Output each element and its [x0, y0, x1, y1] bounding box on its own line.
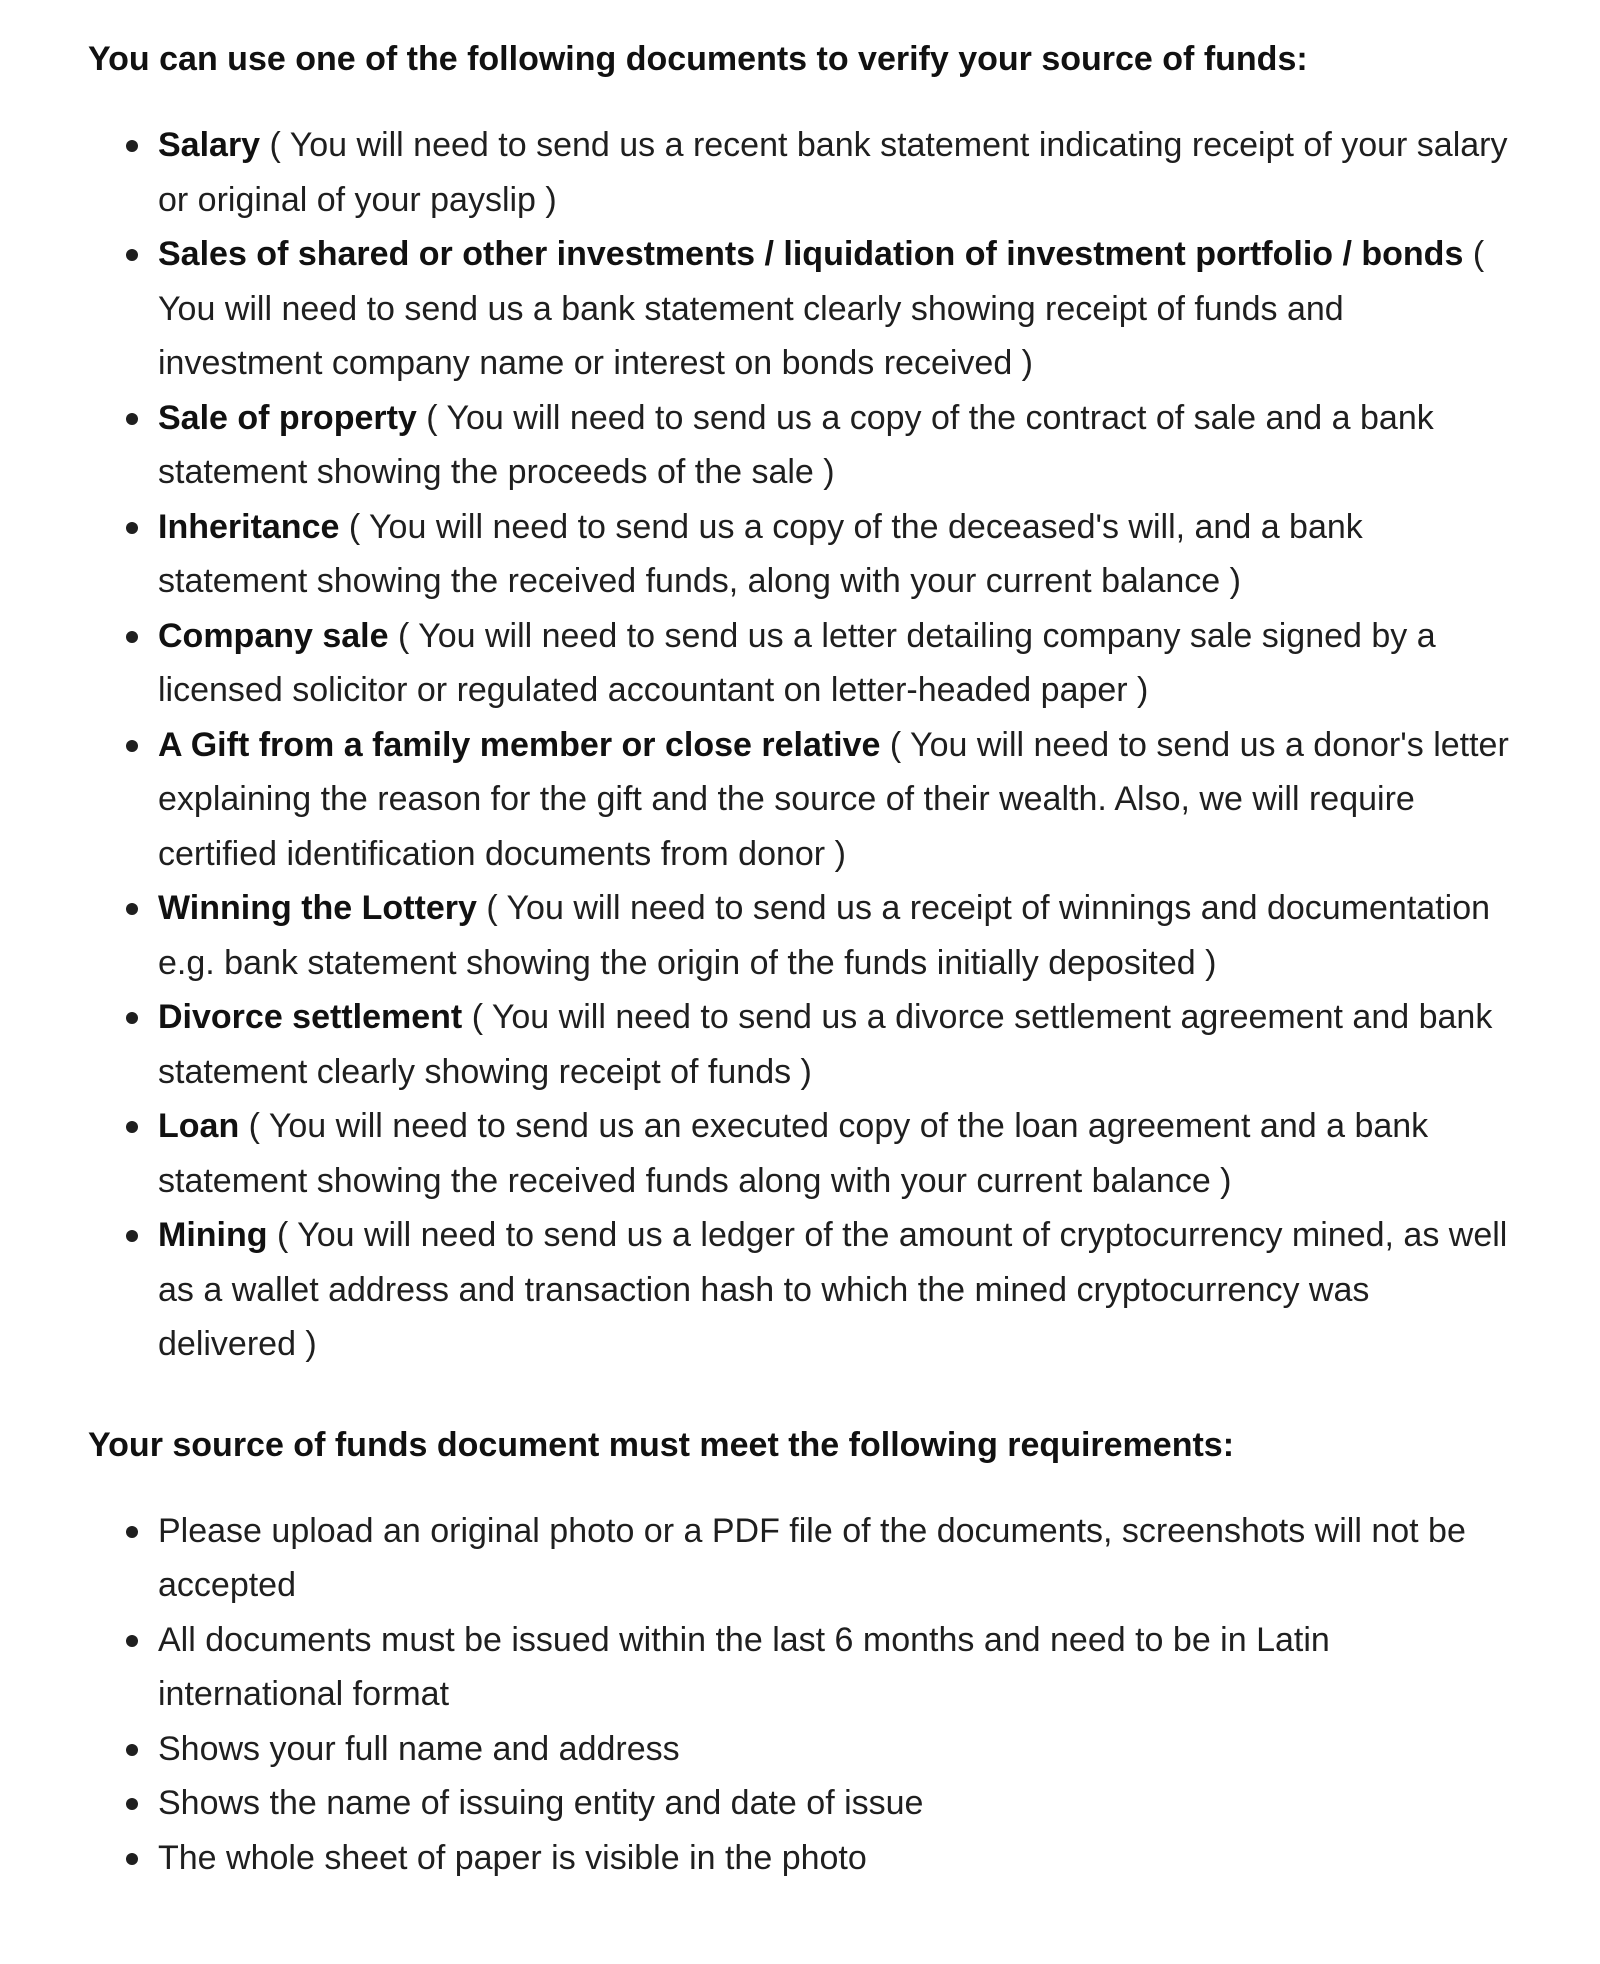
- item-term: Inheritance: [158, 507, 340, 546]
- item-term: Sales of shared or other investments / liquidation of investment portfolio / bonds: [158, 235, 1464, 273]
- bullet-icon: [126, 1526, 138, 1538]
- item-term: Winning the Lottery: [158, 889, 477, 927]
- item-term: Sale of property: [158, 398, 417, 437]
- requirement-text: Shows your full name and address: [158, 1729, 680, 1768]
- funds-document-list: [0, 118, 1600, 1372]
- bullet-icon: [126, 903, 138, 915]
- list-item: [0, 1613, 1600, 1722]
- requirement-text: Shows the name of issuing entity and date of issue: [158, 1784, 924, 1822]
- list-item: [0, 1099, 1600, 1208]
- item-term: A Gift from a family member or close relative: [158, 725, 881, 764]
- list-item: [0, 391, 1600, 500]
- list-item: [0, 718, 1600, 882]
- bullet-icon: [126, 249, 138, 261]
- bullet-icon: [126, 522, 138, 534]
- item-detail: ( You will need to send us a bank statement clearly showing receipt of funds and investment company name or interest on bonds received ): [158, 235, 1485, 382]
- list-item: [0, 1776, 1600, 1831]
- requirement-text: The whole sheet of paper is visible in the photo: [158, 1838, 867, 1877]
- bullet-icon: [126, 1230, 138, 1242]
- item-term: Loan: [158, 1107, 240, 1145]
- list-item: [0, 500, 1600, 609]
- list-item: [0, 1831, 1600, 1886]
- bullet-icon: [126, 1798, 138, 1810]
- list-item: [0, 1722, 1600, 1777]
- bullet-icon: [126, 631, 138, 643]
- bullet-icon: [126, 413, 138, 425]
- list-item: [0, 227, 1600, 391]
- bullet-icon: [126, 1012, 138, 1024]
- funds-section-title: You can use one of the following documents to verify your source of funds:: [88, 40, 1308, 78]
- item-term: Mining: [158, 1216, 268, 1254]
- bullet-icon: [126, 1121, 138, 1133]
- item-term: Company sale: [158, 616, 389, 655]
- item-detail: ( You will need to send us a letter detailing company sale signed by a licensed solicitor or regulated accountant on letter-headed paper ): [158, 616, 1436, 709]
- item-detail: ( You will need to send us a copy of the deceased's will, and a bank statement showing the received funds, along with your current balance ): [158, 507, 1363, 600]
- item-detail: ( You will need to send us an executed copy of the loan agreement and a bank statement showing the received funds along with your current balance ): [158, 1107, 1429, 1200]
- item-detail: ( You will need to send us a receipt of winnings and documentation e.g. bank statement showing the origin of the funds initially deposited ): [158, 889, 1491, 982]
- list-item: [0, 1208, 1600, 1372]
- item-term: Salary: [158, 126, 261, 164]
- requirement-text: Please upload an original photo or a PDF file of the documents, screenshots will not be accepted: [158, 1511, 1466, 1604]
- bullet-icon: [126, 1744, 138, 1756]
- list-item: [0, 881, 1600, 990]
- bullet-icon: [126, 1853, 138, 1865]
- list-item: [0, 609, 1600, 718]
- bullet-icon: [126, 740, 138, 752]
- list-item: [0, 1504, 1600, 1613]
- requirements-list: [0, 1504, 1600, 1886]
- item-detail: ( You will need to send us a recent bank statement indicating receipt of your salary or original of your payslip ): [158, 126, 1508, 219]
- bullet-icon: [126, 140, 138, 152]
- item-term: Divorce settlement: [158, 998, 463, 1036]
- bullet-icon: [126, 1635, 138, 1647]
- item-detail: ( You will need to send us a divorce settlement agreement and bank statement clearly showing receipt of funds ): [158, 998, 1493, 1091]
- list-item: [0, 990, 1600, 1099]
- requirement-text: All documents must be issued within the last 6 months and need to be in Latin international format: [158, 1620, 1330, 1713]
- item-detail: ( You will need to send us a donor's letter explaining the reason for the gift and the source of their wealth. Also, we will require certified identification documents from donor ): [158, 725, 1509, 873]
- requirements-section-title: Your source of funds document must meet the following requirements:: [88, 1425, 1235, 1464]
- item-detail: ( You will need to send us a ledger of the amount of cryptocurrency mined, as well as a wallet address and transaction hash to which the mined cryptocurrency was delivered ): [158, 1216, 1508, 1363]
- item-detail: ( You will need to send us a copy of the contract of sale and a bank statement showing the proceeds of the sale ): [158, 398, 1434, 491]
- list-item: [0, 118, 1600, 227]
